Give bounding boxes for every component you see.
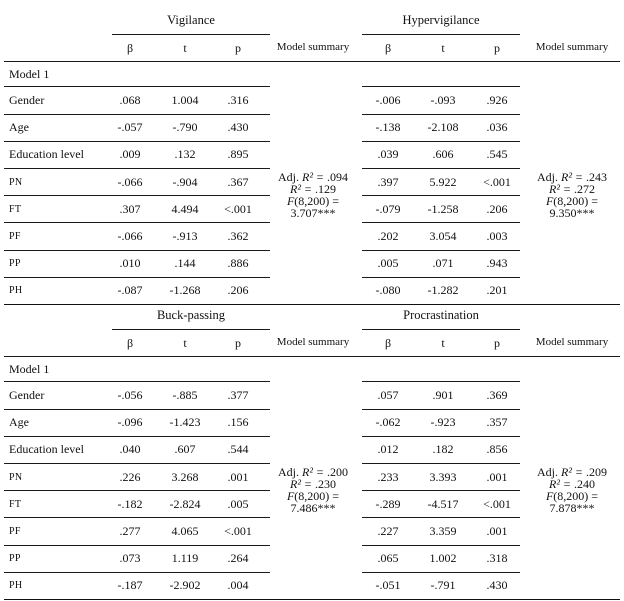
summary-adj-r2: Adj. R² = .209	[536, 465, 608, 480]
table-cell: .156	[227, 415, 249, 430]
table-cell: .144	[174, 256, 196, 271]
row-rule	[4, 168, 270, 169]
table-cell: .132	[174, 147, 196, 162]
col-header-model-summary: Model summary	[276, 41, 350, 53]
row-label: Age	[9, 415, 29, 430]
block-bottom-rule	[4, 599, 620, 600]
table-cell: -.791	[430, 578, 456, 593]
title-rule	[362, 329, 520, 330]
row-rule	[4, 277, 270, 278]
row-label: Age	[9, 120, 29, 135]
row-rule	[4, 436, 270, 437]
model-label: Model 1	[9, 67, 50, 81]
title-rule	[362, 34, 520, 35]
table-cell: .895	[227, 147, 249, 162]
row-rule	[4, 409, 270, 410]
col-header-model-summary: Model summary	[535, 336, 609, 348]
table-cell: -.006	[375, 93, 401, 107]
row-rule	[362, 277, 520, 278]
col-header-t: t	[183, 336, 187, 350]
row-label: PH	[9, 580, 23, 592]
table-cell: -.093	[430, 93, 456, 107]
table-cell: .886	[227, 256, 249, 271]
table-cell: .233	[377, 469, 399, 484]
table-cell: .264	[227, 551, 249, 566]
table-cell: -.904	[172, 174, 198, 189]
row-label: FT	[9, 498, 22, 510]
panel-title: Vigilance	[167, 13, 215, 27]
table-cell: -.187	[117, 578, 143, 593]
table-cell: .901	[432, 388, 454, 402]
summary-r2: R² = .272	[548, 182, 596, 197]
table-cell: .943	[486, 256, 508, 271]
table-cell: .040	[119, 442, 141, 457]
table-cell: 1.004	[171, 93, 199, 107]
row-label: PP	[9, 258, 21, 270]
table-cell: 3.393	[429, 469, 457, 484]
row-rule	[362, 222, 520, 223]
col-header-p: p	[494, 41, 500, 55]
table-cell: -2.902	[169, 578, 201, 593]
table-cell: 3.268	[171, 469, 199, 484]
table-cell: .001	[486, 524, 508, 538]
table-cell: -.289	[375, 496, 401, 511]
table-cell: .430	[486, 578, 508, 593]
table-cell: .430	[227, 120, 249, 135]
col-header-t: t	[441, 41, 445, 55]
table-cell: -.079	[375, 201, 401, 216]
row-rule	[4, 86, 270, 87]
table-cell: -.096	[117, 415, 143, 430]
table-cell: .003	[486, 229, 508, 243]
row-label: PF	[9, 526, 21, 537]
row-rule	[362, 545, 520, 546]
col-header-p: p	[235, 336, 241, 350]
table-cell: .606	[432, 147, 454, 162]
panel-title: Procrastination	[403, 308, 479, 322]
row-rule	[362, 141, 520, 142]
table-cell: 4.065	[171, 524, 199, 538]
table-cell: .065	[377, 551, 399, 566]
row-rule	[4, 141, 270, 142]
table-cell: .001	[227, 469, 249, 484]
summary-r2: R² = .240	[548, 477, 596, 492]
table-cell: .201	[486, 283, 508, 298]
table-cell: .005	[377, 256, 399, 271]
panel-title: Buck-passing	[156, 308, 226, 322]
col-header-beta: β	[384, 41, 392, 55]
table-cell: <.001	[483, 496, 511, 511]
summary-f-value: 7.486***	[290, 501, 336, 516]
table-cell: .012	[377, 442, 399, 457]
row-rule	[4, 222, 270, 223]
summary-adj-r2: Adj. R² = .200	[277, 465, 349, 480]
row-rule	[362, 463, 520, 464]
row-rule	[362, 517, 520, 518]
summary-f: F(8,200) =	[286, 489, 340, 504]
table-cell: .316	[227, 93, 249, 107]
table-cell: .071	[432, 256, 454, 271]
table-cell: -.066	[117, 174, 143, 189]
title-rule	[112, 329, 270, 330]
table-cell: .362	[227, 229, 249, 243]
table-cell: -2.824	[169, 496, 201, 511]
table-cell: .005	[227, 496, 249, 511]
row-rule	[362, 381, 520, 382]
model-label: Model 1	[9, 362, 50, 376]
table-cell: .010	[119, 256, 141, 271]
col-header-model-summary: Model summary	[276, 336, 350, 348]
row-label: PP	[9, 553, 21, 565]
table-cell: .226	[119, 469, 141, 484]
col-header-p: p	[494, 336, 500, 350]
col-header-beta: β	[384, 336, 392, 350]
table-cell: .307	[119, 201, 141, 216]
table-cell: .367	[227, 174, 249, 189]
table-cell: .545	[486, 147, 508, 162]
table-cell: -.080	[375, 283, 401, 298]
summary-f: F(8,200) =	[545, 489, 599, 504]
row-rule	[362, 490, 520, 491]
table-cell: -.790	[172, 120, 198, 135]
table-cell: -1.258	[427, 201, 459, 216]
table-cell: -.066	[117, 229, 143, 243]
row-label: Education level	[9, 442, 84, 457]
model-summary	[522, 171, 622, 219]
panel-title: Hypervigilance	[402, 13, 480, 27]
summary-f: F(8,200) =	[286, 194, 340, 209]
summary-r2: R² = .129	[289, 182, 337, 197]
table-cell: 4.494	[171, 201, 199, 216]
table-cell: .607	[174, 442, 196, 457]
table-cell: .036	[486, 120, 508, 135]
table-cell: .926	[486, 93, 508, 107]
title-rule	[112, 34, 270, 35]
table-cell: -1.423	[169, 415, 201, 430]
row-rule	[362, 195, 520, 196]
table-cell: .001	[486, 469, 508, 484]
row-rule	[4, 381, 270, 382]
table-cell: .397	[377, 174, 399, 189]
summary-f-value: 7.878***	[549, 501, 595, 516]
table-cell: 1.002	[429, 551, 457, 566]
table-cell: -.057	[117, 120, 143, 135]
model-summary	[263, 171, 363, 219]
table-cell: -2.108	[427, 120, 459, 135]
table-cell: <.001	[483, 174, 511, 189]
model-summary	[522, 466, 622, 514]
summary-f: F(8,200) =	[545, 194, 599, 209]
col-header-t: t	[183, 41, 187, 55]
row-rule	[4, 114, 270, 115]
row-label: PN	[9, 471, 23, 483]
block-bottom-rule	[4, 304, 620, 305]
table-cell: .182	[432, 442, 454, 457]
col-header-t: t	[441, 336, 445, 350]
row-rule	[362, 114, 520, 115]
col-header-beta: β	[126, 336, 134, 350]
table-cell: .206	[486, 201, 508, 216]
row-rule	[4, 250, 270, 251]
summary-r2: R² = .230	[289, 477, 337, 492]
table-cell: -.056	[117, 388, 143, 402]
row-label: PF	[9, 231, 21, 242]
table-cell: 5.922	[429, 174, 457, 189]
table-cell: .004	[227, 578, 249, 593]
row-rule	[4, 572, 270, 573]
row-label: FT	[9, 203, 22, 215]
row-rule	[4, 517, 270, 518]
table-cell: .544	[227, 442, 249, 457]
table-cell: -.913	[172, 229, 198, 243]
summary-f-value: 9.350***	[549, 206, 595, 221]
table-cell: -.051	[375, 578, 401, 593]
row-rule	[4, 490, 270, 491]
row-rule	[362, 409, 520, 410]
table-cell: .206	[227, 283, 249, 298]
table-cell: .369	[486, 388, 508, 402]
table-cell: -1.268	[169, 283, 201, 298]
row-rule	[362, 436, 520, 437]
row-rule	[362, 86, 520, 87]
row-label: PH	[9, 285, 23, 297]
row-rule	[362, 250, 520, 251]
table-cell: 1.119	[171, 551, 199, 566]
col-header-model-summary: Model summary	[535, 41, 609, 53]
table-cell: .227	[377, 524, 399, 538]
table-cell: .377	[227, 388, 249, 402]
row-rule	[4, 545, 270, 546]
table-cell: -.923	[430, 415, 456, 430]
row-rule	[4, 195, 270, 196]
table-cell: .277	[119, 524, 141, 538]
table-cell: -.182	[117, 496, 143, 511]
table-cell: .039	[377, 147, 399, 162]
table-cell: <.001	[224, 201, 252, 216]
table-cell: -.138	[375, 120, 401, 135]
col-header-p: p	[235, 41, 241, 55]
table-cell: -.062	[375, 415, 401, 430]
table-cell: -.885	[172, 388, 198, 402]
row-label: Gender	[9, 388, 45, 402]
summary-adj-r2: Adj. R² = .094	[277, 170, 349, 185]
summary-f-value: 3.707***	[290, 206, 336, 221]
table-cell: -.087	[117, 283, 143, 298]
table-cell: .357	[486, 415, 508, 430]
table-cell: .009	[119, 147, 141, 162]
table-cell: .202	[377, 229, 399, 243]
table-cell: <.001	[224, 524, 252, 538]
row-rule	[4, 463, 270, 464]
row-rule	[362, 572, 520, 573]
table-cell: -1.282	[427, 283, 459, 298]
model-summary	[263, 466, 363, 514]
table-cell: -4.517	[427, 496, 459, 511]
header-rule	[4, 356, 620, 357]
header-rule	[4, 61, 620, 62]
row-label: Education level	[9, 147, 84, 162]
row-label: Gender	[9, 93, 45, 107]
table-cell: 3.054	[429, 229, 457, 243]
col-header-beta: β	[126, 41, 134, 55]
table-cell: .057	[377, 388, 399, 402]
table-cell: .318	[486, 551, 508, 566]
table-cell: 3.359	[429, 524, 457, 538]
row-rule	[362, 168, 520, 169]
table-cell: .068	[119, 93, 141, 107]
summary-adj-r2: Adj. R² = .243	[536, 170, 608, 185]
table-cell: .073	[119, 551, 141, 566]
table-cell: .856	[486, 442, 508, 457]
row-label: PN	[9, 176, 23, 188]
